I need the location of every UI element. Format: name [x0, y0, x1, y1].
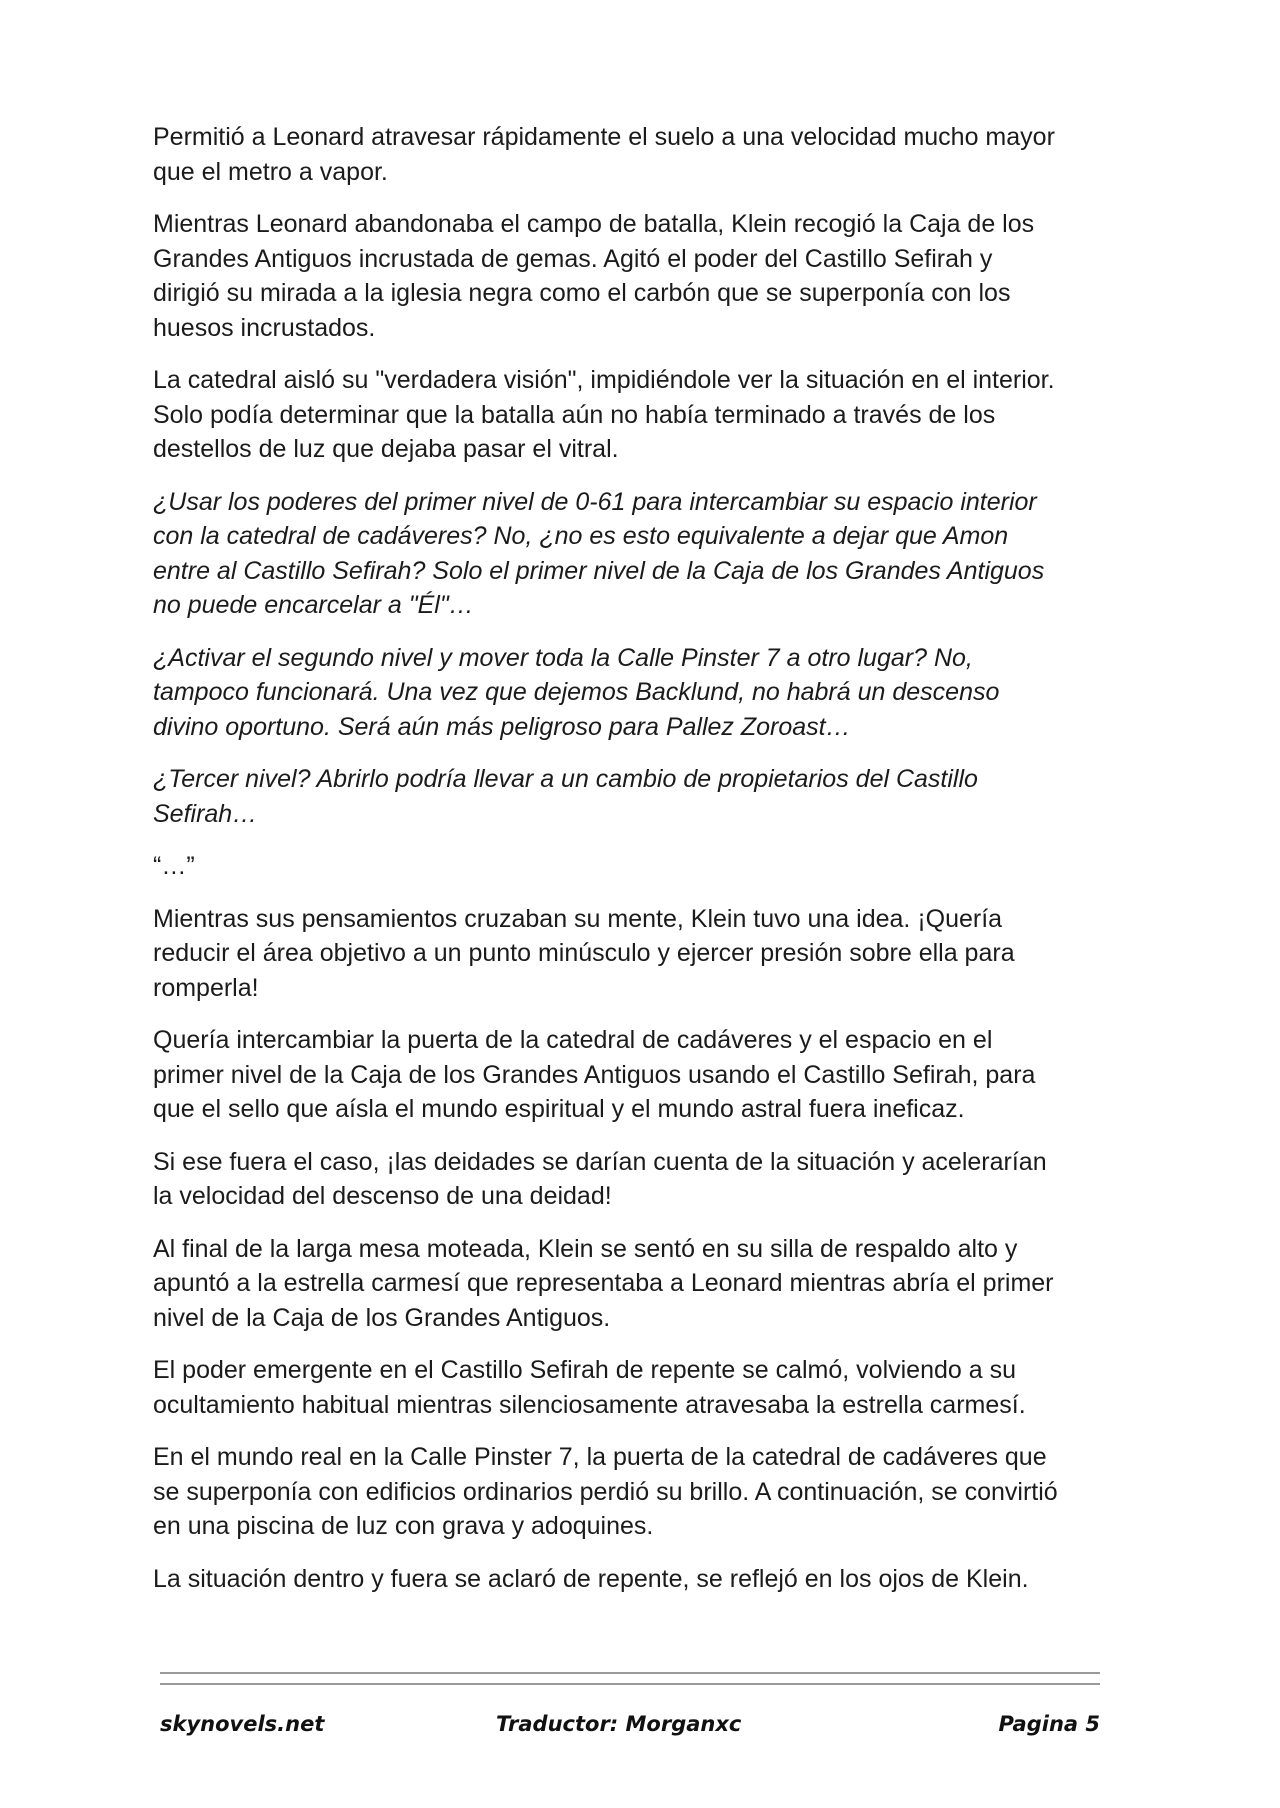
- paragraph-6-thought: ¿Tercer nivel? Abrirlo podría llevar a un cambio de propietarios del Castillo Sefirah…: [153, 765, 978, 828]
- page-footer: [160, 1712, 1100, 1746]
- footer-divider-top: [160, 1672, 1100, 1674]
- paragraph-7-ellipsis: “…”: [153, 852, 195, 880]
- footer-page-number: Pagina 5: [998, 1712, 1100, 1736]
- paragraph-3: La catedral aisló su "verdadera visión", impidiéndole ver la situación en el interior. Solo podía determinar que la batalla aún no había terminado a través de los destellos de luz que dejaba pasar el vitral.: [153, 366, 1055, 463]
- paragraph-12: El poder emergente en el Castillo Sefirah de repente se calmó, volviendo a su ocultamiento habitual mientras silenciosamente atravesaba la estrella carmesí.: [153, 1356, 1026, 1419]
- paragraph-4-thought: ¿Usar los poderes del primer nivel de 0-61 para intercambiar su espacio interior con la catedral de cadáveres? No, ¿no es esto equivalente a dejar que Amon entre al Castillo Sefirah? Solo el primer nivel de la Caja de los Grandes Antiguos no puede encarcelar a "Él"…: [153, 487, 1045, 619]
- footer-site-name: skynovels.net: [160, 1712, 325, 1736]
- page-body: [153, 120, 1133, 1614]
- footer-divider-bottom: [160, 1683, 1100, 1685]
- paragraph-8: Mientras sus pensamientos cruzaban su mente, Klein tuvo una idea. ¡Quería reducir el área objetivo a un punto minúsculo y ejercer presión sobre ella para romperla!: [153, 904, 1015, 1002]
- paragraph-5-thought: ¿Activar el segundo nivel y mover toda la Calle Pinster 7 a otro lugar? No, tampoco funcionará. Una vez que dejemos Backlund, no habrá un descenso divino oportuno. Será aún más peligroso para Pallez Zoroast…: [153, 643, 1000, 741]
- paragraph-9: Quería intercambiar la puerta de la catedral de cadáveres y el espacio en el primer nivel de la Caja de los Grandes Antiguos usando el Castillo Sefirah, para que el sello que aísla el mundo espiritual y el mundo astral fuera ineficaz.: [153, 1026, 1036, 1123]
- paragraph-1: Permitió a Leonard atravesar rápidamente el suelo a una velocidad mucho mayor que el metro a vapor.: [153, 123, 1055, 186]
- paragraph-11: Al final de la larga mesa moteada, Klein se sentó en su silla de respaldo alto y apuntó a la estrella carmesí que representaba a Leonard mientras abría el primer nivel de la Caja de los Grandes Antiguos.: [153, 1234, 1054, 1332]
- paragraph-13: En el mundo real en la Calle Pinster 7, la puerta de la catedral de cadáveres que se superponía con edificios ordinarios perdió su brillo. A continuación, se convirtió en una piscina de luz con grava y adoquines.: [153, 1443, 1058, 1540]
- paragraph-10: Si ese fuera el caso, ¡las deidades se darían cuenta de la situación y acelerarían la velocidad del descenso de una deidad!: [153, 1147, 1047, 1210]
- paragraph-2: Mientras Leonard abandonaba el campo de batalla, Klein recogió la Caja de los Grandes Antiguos incrustada de gemas. Agitó el poder del Castillo Sefirah y dirigió su mirada a la iglesia negra como el carbón que se superponía con los huesos incrustados.: [153, 210, 1035, 342]
- footer-translator: Traductor: Morganxc: [496, 1712, 742, 1736]
- paragraph-14: La situación dentro y fuera se aclaró de repente, se reflejó en los ojos de Klein.: [153, 1564, 1029, 1593]
